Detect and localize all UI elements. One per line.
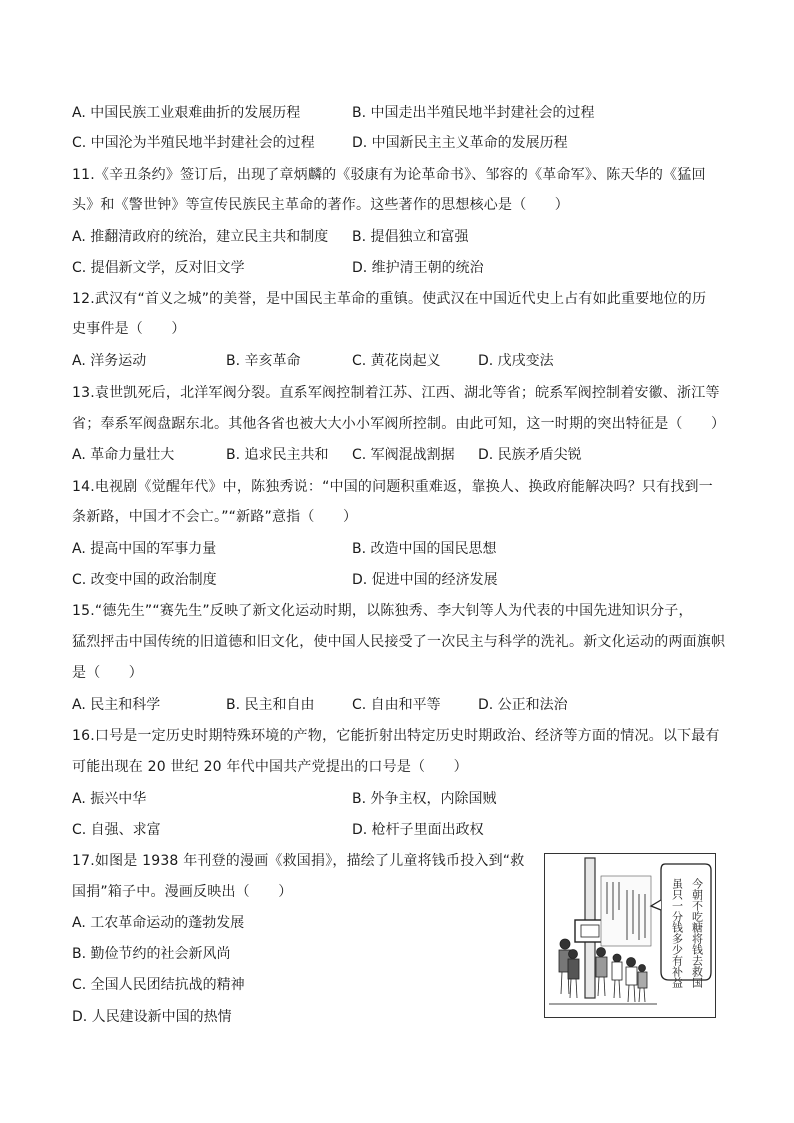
q13-option-a: A. 革命力量壮大: [72, 447, 175, 463]
q11-option-b: B. 提倡独立和富强: [352, 229, 469, 245]
q12-option-b: B. 辛亥革命: [226, 353, 301, 369]
q13-option-c: C. 军阀混战割据: [352, 447, 455, 463]
q17-option-a: A. 工农革命运动的蓬勃发展: [72, 915, 245, 931]
bubble-text-col2: 虽只一分钱多少有补益: [670, 878, 684, 988]
cartoon-drawing: [545, 854, 715, 1017]
q10-option-a: A. 中国民族工业艰难曲折的发展历程: [72, 105, 301, 121]
q14-option-b: B. 改造中国的国民思想: [352, 541, 497, 557]
q14-stem-line1: 14.电视剧《觉醒年代》中，陈独秀说：“中国的问题积重难返，靠换人、换政府能解决吗？只有找到一: [72, 479, 713, 495]
q17-option-d: D. 人民建设新中国的热情: [72, 1009, 232, 1025]
q15-option-b: B. 民主和自由: [226, 697, 315, 713]
q13-stem-line1: 13.袁世凯死后，北洋军阀分裂。直系军阀控制着江苏、江西、湖北等省；皖系军阀控制着安徽、浙江等: [72, 385, 720, 401]
q15-option-c: C. 自由和平等: [352, 697, 441, 713]
q10-option-c: C. 中国沦为半殖民地半封建社会的过程: [72, 135, 315, 151]
q13-option-b: B. 追求民主共和: [226, 447, 329, 463]
q13-stem-line2: 省；奉系军阀盘踞东北。其他各省也被大大小小军阀所控制。由此可知，这一时期的突出特征是（ ）: [72, 416, 726, 432]
q16-option-a: A. 振兴中华: [72, 791, 147, 807]
q17-stem-line2: 国捐”箱子中。漫画反映出（ ）: [72, 884, 293, 900]
q15-option-a: A. 民主和科学: [72, 697, 161, 713]
q16-option-d: D. 枪杆子里面出政权: [352, 822, 484, 838]
q11-stem-line1: 11.《辛丑条约》签订后，出现了章炳麟的《驳康有为论革命书》、邹容的《革命军》、陈天华的《猛回: [72, 167, 706, 183]
q16-option-b: B. 外争主权，内除国贼: [352, 791, 497, 807]
q11-option-a: A. 推翻清政府的统治，建立民主共和制度: [72, 229, 329, 245]
q11-option-d: D. 维护清王朝的统治: [352, 260, 484, 276]
q15-stem-line1: 15.“德先生”“赛先生”反映了新文化运动时期，以陈独秀、李大钊等人为代表的中国先进知识分子，: [72, 603, 693, 619]
q16-option-c: C. 自强、求富: [72, 822, 161, 838]
q16-stem-line1: 16.口号是一定历史时期特殊环境的产物，它能折射出特定历史时期政治、经济等方面的情况。以下最有: [72, 728, 720, 744]
q12-option-a: A. 洋务运动: [72, 353, 147, 369]
q16-stem-line2: 可能出现在 20 世纪 20 年代中国共产党提出的口号是（ ）: [72, 759, 468, 775]
q12-stem-line2: 史事件是（ ）: [72, 321, 186, 337]
q15-option-d: D. 公正和法治: [478, 697, 568, 713]
q17-stem-line1: 17.如图是 1938 年刊登的漫画《救国捐》，描绘了儿童将钱币投入到“救: [72, 853, 525, 869]
q12-option-d: D. 戊戌变法: [478, 353, 554, 369]
q14-stem-line2: 条新路，中国才不会亡。”“新路”意指（ ）: [72, 509, 358, 525]
q12-option-c: C. 黄花岗起义: [352, 353, 441, 369]
q12-stem-line1: 12.武汉有“首义之城”的美誉，是中国民主革命的重镇。使武汉在中国近代史上占有如此重要地位的历: [72, 291, 707, 307]
bubble-text-col1: 今朝不吃糖将钱去救国: [690, 878, 704, 988]
q14-option-d: D. 促进中国的经济发展: [352, 572, 498, 588]
q13-option-d: D. 民族矛盾尖锐: [478, 447, 582, 463]
q15-stem-line2: 猛烈抨击中国传统的旧道德和旧文化，使中国人民接受了一次民主与科学的洗礼。新文化运动的两面旗帜: [72, 634, 726, 650]
q17-option-c: C. 全国人民团结抗战的精神: [72, 977, 245, 993]
q17-option-b: B. 勤俭节约的社会新风尚: [72, 946, 231, 962]
cartoon-illustration: [544, 853, 716, 1018]
q14-option-a: A. 提高中国的军事力量: [72, 541, 217, 557]
q10-option-d: D. 中国新民主主义革命的发展历程: [352, 135, 568, 151]
q14-option-c: C. 改变中国的政治制度: [72, 572, 217, 588]
q10-option-b: B. 中国走出半殖民地半封建社会的过程: [352, 105, 595, 121]
q11-option-c: C. 提倡新文学，反对旧文学: [72, 260, 245, 276]
q15-stem-line3: 是（ ）: [72, 665, 143, 681]
q11-stem-line2: 头》和《警世钟》等宣传民族民主革命的著作。这些著作的思想核心是（ ）: [72, 197, 569, 213]
